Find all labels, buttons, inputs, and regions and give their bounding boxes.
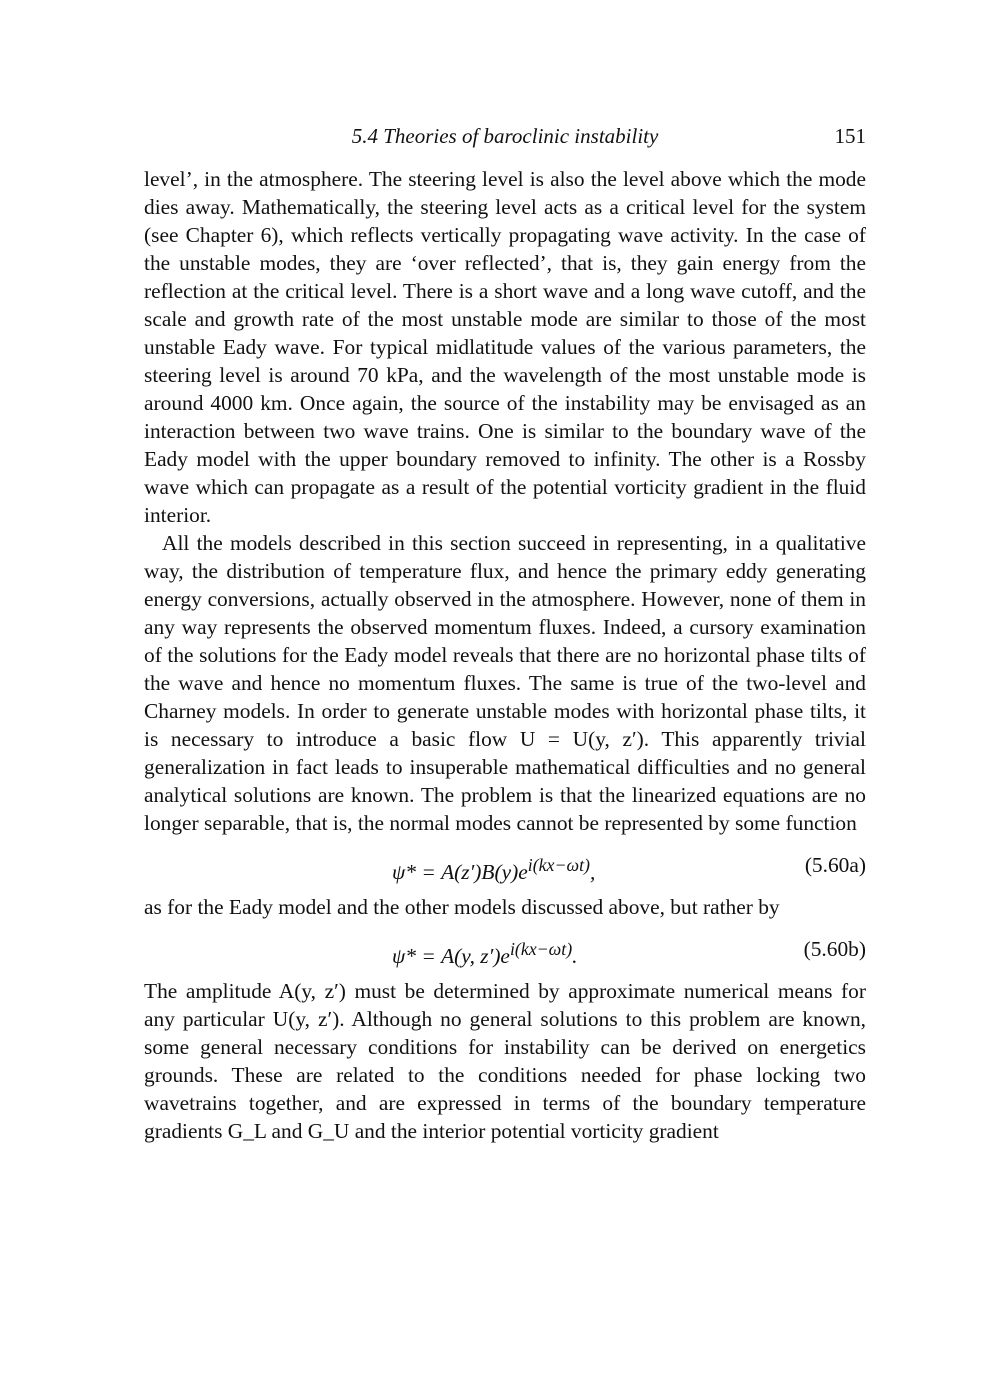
paragraph-3: as for the Eady model and the other models discussed above, but rather by <box>144 895 780 919</box>
equation-5-60a <box>144 851 866 885</box>
equation-5-60b-lhs: ψ* = A(y, z′)e <box>392 944 510 969</box>
equation-5-60b <box>144 935 866 969</box>
equation-5-60b-trail: . <box>572 944 578 969</box>
body-text <box>144 165 866 1145</box>
equation-5-60a-exponent: i(kx−ωt) <box>527 855 590 875</box>
equation-5-60a-math <box>392 851 595 886</box>
equation-5-60a-trail: , <box>589 860 596 885</box>
section-title: 5.4 Theories of baroclinic instability <box>351 124 659 148</box>
equation-5-60b-exponent: i(kx−ωt) <box>509 939 573 959</box>
page-number: 151 <box>834 124 866 148</box>
equation-5-60a-number: (5.60a) <box>804 853 866 877</box>
paragraph-2: All the models described in this section succeed in representing, in a qualitative way, the distribution of temperature flux, and hence the primary eddy generating energy conversions, actually observed in the atmosphere. However, none of them in any way represents the observed momentum fluxes. Indeed, a cursory examination of the solutions for the Eady model reveals that there are no horizontal phase tilts of the wave and hence no momentum fluxes. The same is true of the two-level and Charney models. In order to generate unstable modes with horizontal phase tilts, it is necessary to introduce a basic flow U = U(y, z′). This apparently trivial generalization in fact leads to insuperable mathematical difficulties and no general analytical solutions are known. The problem is that the linearized equations are no longer separable, that is, the normal modes cannot be represented by some function <box>144 531 866 835</box>
equation-5-60a-lhs: ψ* = A(z′)B(y)e <box>392 860 528 885</box>
equation-5-60b-number: (5.60b) <box>803 937 866 961</box>
running-header <box>144 124 866 154</box>
equation-5-60b-math <box>392 935 578 970</box>
paragraph-1: level’, in the atmosphere. The steering level is also the level above which the mode dies away. Mathematically, the steering level acts as a critical level for the system (see Chapter 6), which reflects vertically propagating wave activity. In the case of the unstable modes, they are ‘over reflected’, that is, they gain energy from the reflection at the critical level. There is a short wave and a long wave cutoff, and the scale and growth rate of the most unstable mode are similar to those of the most unstable Eady wave. For typical midlatitude values of the various parameters, the steering level is around 70 kPa, and the wavelength of the most unstable mode is around 4000 km. Once again, the source of the instability may be envisaged as an interaction between two wave trains. One is similar to the boundary wave of the Eady model with the upper boundary removed to infinity. The other is a Rossby wave which can propagate as a result of the potential vorticity gradient in the fluid interior. <box>144 167 866 527</box>
paragraph-4: The amplitude A(y, z′) must be determined by approximate numerical means for any particular U(y, z′). Although no general solutions to this problem are known, some general necessary conditions for instability can be derived on energetics grounds. These are related to the conditions needed for phase locking two wavetrains together, and are expressed in terms of the boundary temperature gradients G_L and G_U and the interior potential vorticity gradient <box>144 979 866 1143</box>
